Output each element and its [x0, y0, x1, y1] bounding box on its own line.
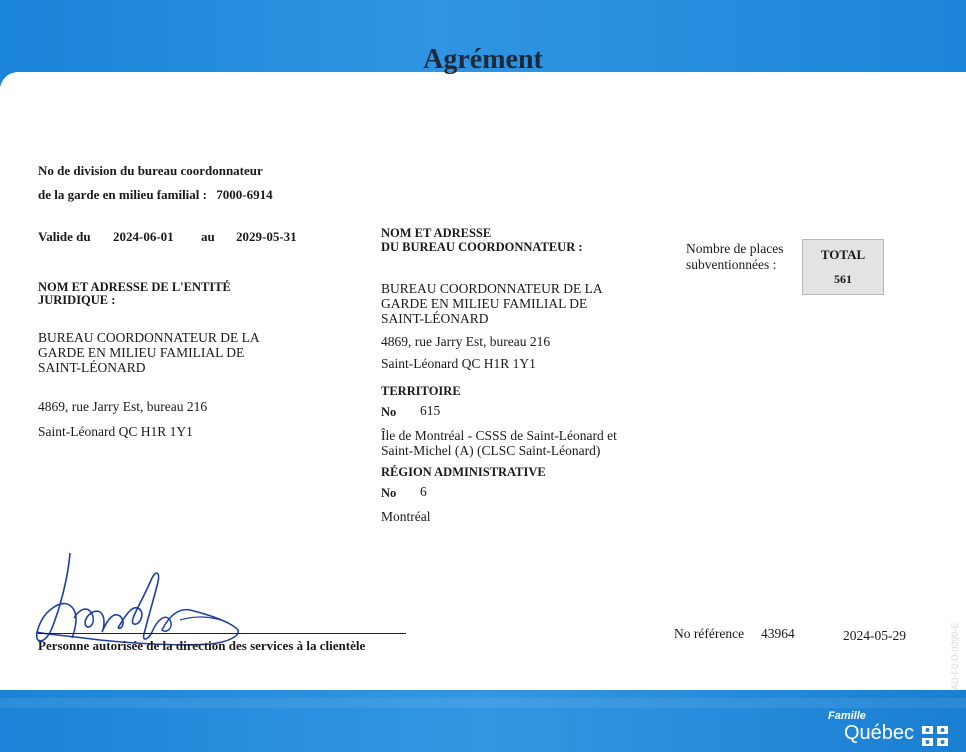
coordinator-name-line3: SAINT-LÉONARD — [381, 311, 489, 326]
famille-quebec-logo — [812, 710, 952, 750]
validity-to-label: au — [201, 229, 215, 244]
coordinator-name-line2: GARDE EN MILIEU FAMILIAL DE — [381, 296, 588, 311]
brand-line1: Famille — [828, 710, 866, 722]
coordinator-heading-line1: NOM ET ADRESSE — [381, 226, 492, 240]
band-stripe — [0, 698, 966, 708]
entity-name-line1: BUREAU COORDONNATEUR DE LA — [38, 330, 260, 345]
coordinator-address: 4869, rue Jarry Est, bureau 216 — [381, 334, 551, 349]
total-value: 561 — [834, 272, 852, 286]
document-title: Agrément — [423, 44, 543, 75]
entity-heading-line2: JURIDIQUE : — [38, 293, 116, 307]
validity-from: 2024-06-01 — [113, 229, 174, 244]
region-heading: RÉGION ADMINISTRATIVE — [381, 465, 546, 479]
validity-to: 2029-05-31 — [236, 229, 297, 244]
coordinator-city: Saint-Léonard QC H1R 1Y1 — [381, 356, 536, 371]
validity-label: Valide du — [38, 229, 91, 244]
places-label-line2: subventionnées : — [686, 257, 777, 272]
entity-city: Saint-Léonard QC H1R 1Y1 — [38, 424, 193, 439]
reference-date: 2024-05-29 — [843, 628, 906, 643]
region-no-label: No — [381, 486, 397, 500]
entity-name-line3: SAINT-LÉONARD — [38, 360, 146, 375]
reference-number: 43964 — [761, 626, 795, 641]
region-name: Montréal — [381, 509, 431, 524]
form-code: AD-F0-D-0290-E — [950, 622, 960, 690]
division-label-line1: No de division du bureau coordonnateur — [38, 163, 263, 178]
territory-no-label: No — [381, 405, 397, 419]
coordinator-name-line1: BUREAU COORDONNATEUR DE LA — [381, 281, 603, 296]
entity-heading-line1: NOM ET ADRESSE DE L'ENTITÉ — [38, 280, 231, 294]
territory-line1: Île de Montréal - CSSS de Saint-Léonard et — [381, 428, 617, 443]
coordinator-heading-line2: DU BUREAU COORDONNATEUR : — [381, 240, 583, 254]
territory-number: 615 — [420, 403, 441, 418]
territory-line2: Saint-Michel (A) (CLSC Saint-Léonard) — [381, 443, 601, 458]
division-label-line2 — [38, 187, 273, 203]
territory-heading: TERRITOIRE — [381, 384, 461, 398]
total-places-box — [802, 239, 884, 295]
entity-name-line2: GARDE EN MILIEU FAMILIAL DE — [38, 345, 245, 360]
entity-address: 4869, rue Jarry Est, bureau 216 — [38, 399, 208, 414]
reference-label: No référence — [674, 626, 745, 641]
total-label: TOTAL — [820, 247, 866, 262]
places-label-line1: Nombre de places — [686, 241, 784, 256]
region-number: 6 — [420, 484, 427, 499]
brand-line2: Québec — [844, 722, 915, 744]
division-label: de la garde en milieu familial : — [38, 187, 207, 202]
division-number: 7000-6914 — [216, 187, 273, 202]
signature-line — [38, 633, 406, 634]
fleur-de-lis-flag-icon — [922, 726, 948, 746]
signature-caption: Personne autorisée de la direction des services à la clientèle — [38, 638, 366, 653]
